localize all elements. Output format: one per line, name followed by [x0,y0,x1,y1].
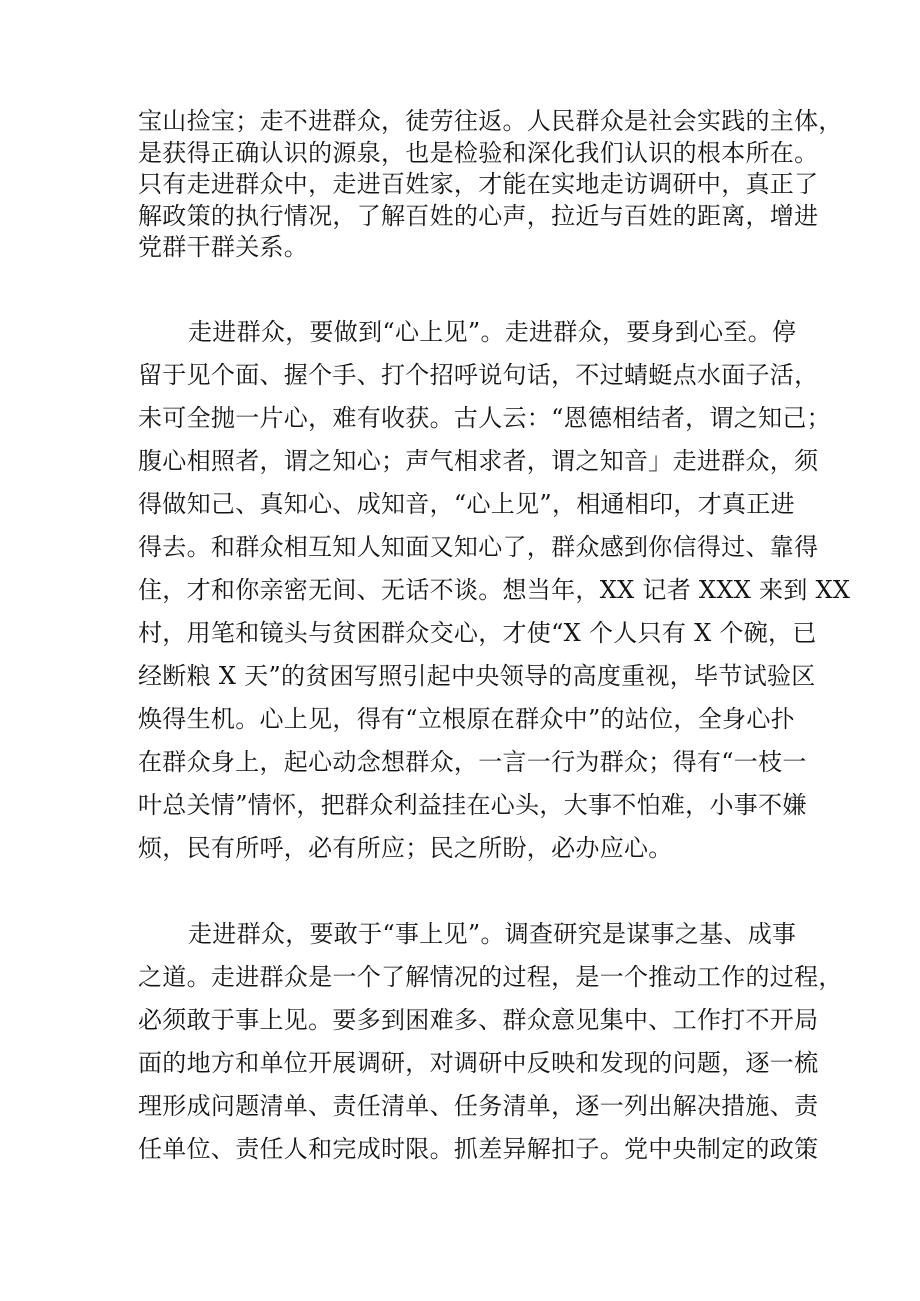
text-line: 任单位、责任人和完成时限。抓差异解扣子。党中央制定的政策 [138,1135,819,1163]
text-line: 未可全抛一片心，难有收获。古人云：“恩德相结者，谓之知己； [138,404,831,432]
text-line: 腹心相照者，谓之知心；声气相求者，谓之知音」走进群众，须 [138,447,819,475]
paragraph-1 [138,106,843,264]
text-line: 党群干群关系。 [138,233,309,261]
text-line: 走进群众，要敢于“事上见”。调查研究是谋事之基、成事 [188,920,797,948]
text-line: 理形成问题清单、责任清单、任务清单，逐一列出解决措施、责 [138,1092,819,1120]
text-line: 必须敢于事上见。要多到困难多、群众意见集中、工作打不开局 [138,1006,819,1034]
text-line: 在群众身上，起心动念想群众，一言一行为群众；得有“一枝一 [138,748,807,776]
text-line: 得去。和群众相互知人知面又知心了，群众感到你信得过、靠得 [138,533,819,561]
text-line: 住，才和你亲密无间、无话不谈。想当年，XX 记者 XXX 来到 XX [138,576,851,604]
text-line: 焕得生机。心上见，得有“立根原在群众中”的站位，全身心扑 [138,705,795,733]
text-line: 叶总关情”情怀，把群众利益挂在心头，大事不怕难，小事不嫌 [138,791,807,819]
text-line: 解政策的执行情况，了解百姓的心声，拉近与百姓的距离，增进 [138,201,819,230]
text-line: 得做知己、真知心、成知音，“心上见”，相通相印，才真正进 [138,490,795,518]
text-line: 走进群众，要做到“心上见”。走进群众，要身到心至。停 [188,318,797,346]
paragraph-2 [138,311,851,870]
text-line: 只有走进群众中，走进百姓家，才能在实地走访调研中，真正了 [138,170,819,198]
text-line: 经断粮 X 天”的贫困写照引起中央领导的高度重视，毕节试验区 [138,662,816,690]
text-line: 烦，民有所呼，必有所应；民之所盼，必办应心。 [138,834,673,862]
paragraph-3 [138,913,843,1171]
text-line: 是获得正确认识的源泉，也是检验和深化我们认识的根本所在。 [138,138,819,167]
text-line: 留于见个面、握个手、打个招呼说句话，不过蜻蜓点水面子活， [138,361,819,389]
text-line: 村，用笔和镜头与贫困群众交心，才使“X 个人只有 X 个碗，已 [138,619,817,647]
text-line: 之道。走进群众是一个了解情况的过程，是一个推动工作的过程， [138,963,843,991]
text-line: 面的地方和单位开展调研，对调研中反映和发现的问题，逐一梳 [138,1049,819,1077]
text-line: 宝山捡宝；走不进群众，徒劳往返。人民群众是社会实践的主体， [138,107,843,135]
